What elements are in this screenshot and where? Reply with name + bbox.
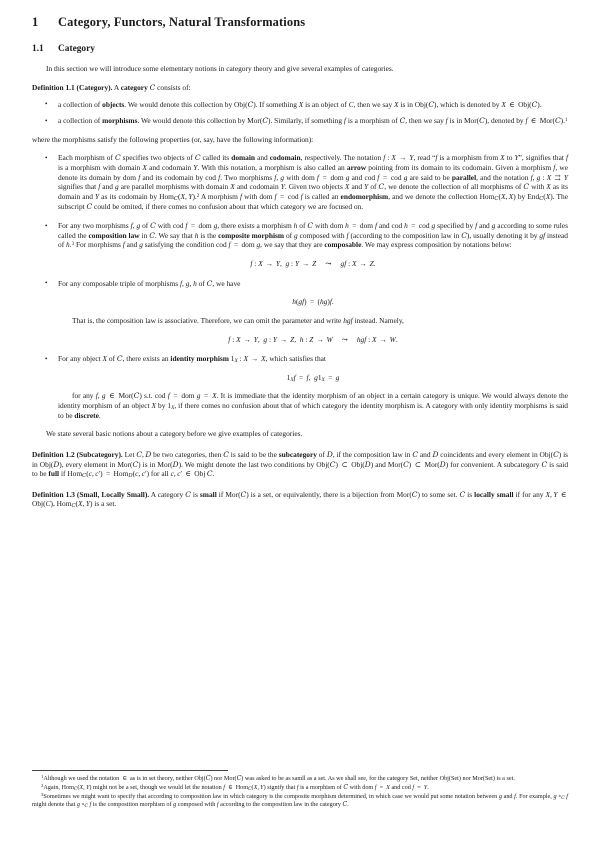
morphism-properties-list (32, 153, 568, 420)
category-components-list (32, 100, 568, 126)
document-body (32, 0, 568, 509)
section-number: 1 (32, 15, 39, 29)
footnote-2: $^2$Again, Hom$_C$(X, Y) might not be a set, though we would let the notation f ∈ Hom$_C$(X, Y) signify that f is a morphism of C with dom f = X and cod f = Y. (41, 783, 429, 792)
footnote-ref-2[interactable]: 2 (196, 193, 200, 199)
bullet-icon: • (45, 153, 48, 162)
definition-1-2-label: Definition 1.2 (Subcategory). (32, 449, 123, 459)
section-heading (32, 14, 568, 30)
footnote-ref-1[interactable]: 1 (564, 118, 568, 124)
display-equation-associativity: h(gf) = (hg)f. (292, 297, 334, 307)
display-equation-triple-composition: f : X → Y, g : Y → Z, h : Z → W ⤳ hgf : X → W. (228, 334, 398, 344)
intro-paragraph: In this section we will introduce some elementary notions in category theory and give several examples of categories. (46, 64, 394, 74)
property-associativity: • For any composable triple of morphisms f, g, h of C, we have h(gf) = (hg)f. That is, the composition law is associative. Therefore, we can omit the parameter and write hgf instead. Namely, f : X → Y, g : Y → Z, h : Z → W ⤳ hgf : X → W. (32, 279, 568, 345)
subsection-heading (32, 43, 568, 55)
bullet-icon: • (45, 99, 48, 108)
property-composition-law: • For any two morphisms f, g of C with cod f = dom g, there exists a morphism h of C with dom h = dom f and cod h = cod g specified by f and g according to some rules called the composition law in C. We say that h is the composite morphism of g composed with f (according to the composition law in C), usually denoting it by gf instead of h.$^3$ For morphisms f and g satisfying the condition cod f = dom g, we say that they are composable. We may express composition by notations below: f : X → Y, g : Y → Z ⤳ gf : X → Z. (45, 221, 568, 269)
footnotes-area (32, 770, 568, 809)
footnote-marker-1: 1 (41, 775, 44, 781)
subsection-number: 1.1 (32, 44, 44, 55)
bullet-icon: • (45, 354, 48, 363)
definition-1-3-label: Definition 1.3 (Small, Locally Small). (32, 489, 150, 499)
definition-1-1-label: Definition 1.1 (Category). (32, 82, 113, 92)
bullet-icon: • (45, 279, 48, 288)
bullet-icon: • (45, 221, 48, 230)
definition-1-3: Definition 1.3 (Small, Locally Small). A category C is small if Mor(C) is a set, or equivalently, there is a bijection from Mor(C) to some set. C is locally small if for any X, Y ∈ Obj(C), Hom$_C$(X, Y) is a set. (32, 489, 567, 510)
footnote-3: $^3$Sometimes we might want to specify that according to composition law in which category is the composite morphism determined, in which case we would put some notation between g and f. For example, g $\circ_C$ f might denote that g $\circ_C$ f is the composition morphism of g composed with f according to the composition law in the category C. (32, 792, 569, 809)
definition-1-2: Definition 1.2 (Subcategory). Let C, D be two categories, then C is said to be the subcategory of D, if the composition law in C and D coincidents and every element in Obj(C) is in Obj(D), every element in Mor(C) is in Mor(D). We might denote the last two conditions by Obj(C) ⊂ Obj(D) and Mor(C) ⊂ Mor(D) for convenient. A subcategory C is said to be full if Hom$_C$(c, c′) = Hom$_D$(c, c′) for all c, c′ ∈ Obj C. (32, 449, 569, 480)
closing-paragraph: We state several basic notions about a category before we give examples of categories. (46, 429, 303, 439)
bullet-icon: • (45, 116, 48, 125)
list-item-morphisms: • a collection of morphisms. We would denote this collection by Mor(C). Similarly, if something f is a morphism of C, then we say f is in Mor(C), denoted by f ∈ Mor(C).$^1$ (45, 116, 568, 126)
section-title: Category, Functors, Natural Transformations (58, 15, 306, 29)
footnote-rule (32, 770, 228, 771)
footnote-marker-3: 3 (41, 792, 44, 798)
footnote-ref-3[interactable]: 3 (71, 242, 75, 248)
subsection-title: Category (58, 44, 95, 55)
display-equation-composition: f : X → Y, g : Y → Z ⤳ gf : X → Z. (250, 259, 376, 269)
after-list-paragraph: where the morphisms satisfy the following properties (or, say, have the following information): (32, 134, 314, 144)
property-domain-codomain: • Each morphism of C specifies two objects of C called its domain and codomain, respectively. The notation f : X → Y, read “f is a morphism from X to Y”, signifies that f is a morphism with domain X and codomain Y. With this notation, a morphism is also called an arrow pointing from its domain to its codomain. Given a morphism f, we denote its domain by dom f and its codomain by cod f. Two morphisms f, g with dom f = dom g and cod f = cod g are said to be parallel, and the notation f, g : X ⇉ Y signifies that f and g are parallel morphisms with domain X and codomain Y. Given two objects X and Y of C, we denote the collection of all morphisms of C with X as its domain and Y as its codomain by Hom$_C$(X, Y).$^2$ A morphism f with dom f = cod f is called an endomorphism, and we denote the collection Hom$_C$(X, X) by End$_C$(X). The subscript C could be omited, if there comes no confusion about that which category we are focused on. (45, 153, 569, 211)
footnote-1: $^1$Although we used the notation ∈ as is in set theory, neither Obj(C) nor Mor(C) was asked to be as samll as a set. As we shall see, for the category Set, neither Obj(Set) nor Mor(Set) is a set. (41, 775, 515, 782)
property-identity-morphism: • For any object X of C, there exists an identity morphism $1_X$ : X → X, which satisfies that $1_Xf = f$, $g1_X = g$ for any f, g ∈ Mor(C) s.t. cod f = dom g = X. It is immediate that the identity morphism of an object in a certain category is unique. We would always denote the identity morphism of an object X by $1_X$, if there comes no confusion about that of which category the identity morphism is. A category with only identity morphisms is said to be discrete. (45, 354, 568, 420)
definition-1-1: Definition 1.1 (Category). A category C consists of: (32, 82, 191, 92)
footnote-marker-2: 2 (41, 784, 44, 790)
display-equation-identity: $1_Xf = f$, $g1_X = g$ (286, 372, 340, 384)
list-item-objects: • a collection of objects. We would denote this collection by Obj(C). If something X is an object of C, then we say X is in Obj(C), which is denoted by X ∈ Obj(C). (45, 99, 542, 109)
